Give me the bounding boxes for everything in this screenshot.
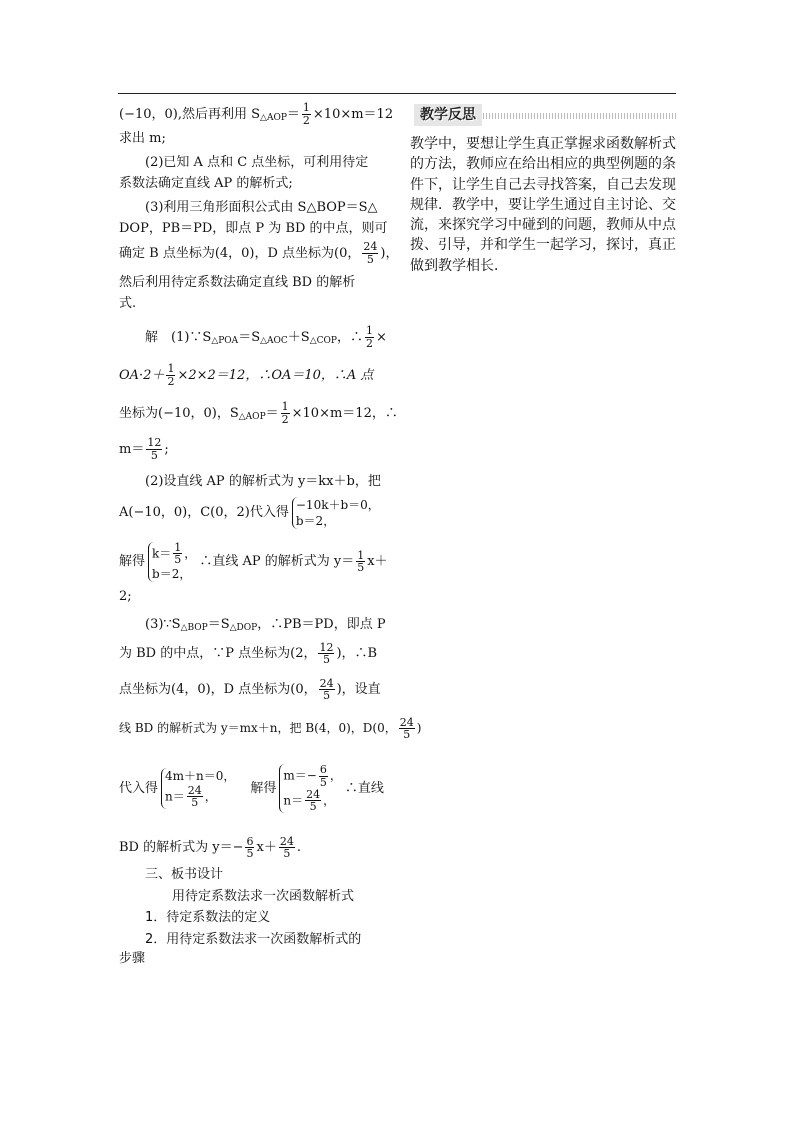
fraction: $\frac{6}{5}$ [246, 834, 254, 861]
fraction: $\frac{24}{5}$ [399, 715, 414, 742]
fraction: $\frac{1}{2}$ [167, 362, 175, 388]
text: ＝ [286, 107, 300, 122]
text: ，∴ [336, 329, 363, 345]
board-design-title: 用待定系数法求一次函数解析式 [171, 888, 354, 904]
reflection-banner [410, 104, 678, 124]
line-1 [119, 100, 394, 130]
text: × [375, 329, 387, 345]
text: 线 BD 的解析式为 y＝mx＋n，把 B(4，0)，D(0， [119, 721, 397, 736]
subscript: △AOP [260, 113, 287, 123]
text: ×10×m＝12 [312, 107, 394, 122]
text: )，设直 [336, 682, 381, 698]
equation: m＝− $\frac{6}{5}$ ， [283, 763, 342, 790]
part3-line-4 [119, 712, 422, 744]
part2-line-3 [119, 540, 387, 584]
text: )，∴B [336, 646, 378, 662]
part3-line-3 [119, 674, 387, 706]
equation: −10k＋b＝0， [295, 497, 380, 512]
subscript: △AOC [260, 335, 288, 346]
subscript: △POA [211, 335, 239, 346]
text: 解得 [250, 781, 277, 797]
text: 确定 B 点坐标为(4，0)，D 点坐标为(0， [119, 245, 361, 261]
subscript: △BOP [180, 622, 208, 633]
text: x＋ [256, 840, 277, 856]
part3-line-6 [119, 832, 387, 864]
left-column [119, 100, 422, 968]
solution-line-2 [119, 361, 387, 391]
text: ＝S [238, 329, 261, 345]
board-design-heading: 三、板书设计 [145, 867, 224, 883]
text: 解 (1)∵S [145, 329, 212, 345]
equation: n＝ $\frac{24}{5}$ ， [165, 783, 217, 810]
line-4: 系数法确定直线 AP 的解析式; [119, 176, 293, 192]
text: ＋S [287, 329, 310, 345]
equation: b＝2， [152, 566, 192, 581]
text: 坐标为(−10，0)， [119, 405, 230, 421]
fraction: $\frac{24}{5}$ [279, 834, 294, 861]
fraction: $\frac{24}{5}$ [363, 240, 378, 266]
subscript: △AOP [238, 411, 266, 422]
text: S [229, 405, 239, 421]
solution-line-4 [119, 435, 387, 465]
part2-line-2 [119, 496, 387, 530]
text: 代入得 [119, 781, 159, 797]
equation: n＝ $\frac{24}{5}$ ， [283, 787, 336, 814]
text: ) [416, 721, 422, 736]
equation-system [161, 768, 235, 808]
text: ，∴PB＝PD，即点 P [257, 616, 386, 632]
part2-line-4: 2; [119, 589, 132, 605]
part3-line-5 [119, 754, 387, 824]
line-5: (3)利用三角形面积公式由 S△BOP＝S△ [145, 199, 378, 215]
part3-line-2 [119, 638, 387, 670]
text: (−10，0),然后再利用 S [119, 107, 261, 122]
line-2: 求出 m; [119, 131, 166, 146]
part2-line-1: (2)设直线 AP 的解析式为 y＝kx＋b，把 [145, 473, 381, 489]
solution-line-3 [119, 399, 398, 429]
line-9: 式. [119, 296, 137, 312]
text: BD 的解析式为 y＝− [119, 840, 244, 856]
reflection-title: 教学反思 [414, 104, 482, 126]
equation-system [148, 542, 196, 582]
fraction: $\frac{1}{2}$ [281, 400, 289, 426]
text: 解得 [119, 554, 146, 570]
right-column [410, 104, 678, 276]
line-6: DOP，PB＝PD，即点 P 为 BD 的中点，则可 [119, 221, 388, 237]
text: ＝ [265, 405, 279, 421]
solution-line-1 [119, 323, 387, 353]
text: ; [164, 441, 169, 457]
board-design-item-2-cont: 步骤 [119, 951, 146, 967]
header-rule [118, 93, 676, 94]
fraction: $\frac{1}{5}$ [357, 548, 365, 575]
text: ∴直线 [344, 781, 384, 797]
line-8: 然后利用待定系数法确定直线 BD 的解析 [119, 274, 356, 290]
text: ＝S [207, 616, 230, 632]
equation: k＝ $\frac{1}{5}$ ， [152, 540, 197, 567]
text: ∴直线 AP 的解析式为 y＝ [199, 554, 355, 570]
text: )， [380, 245, 399, 261]
fraction: $\frac{1}{2}$ [365, 324, 373, 350]
fraction: $\frac{24}{5}$ [319, 676, 334, 703]
board-design-item-1: 1．待定系数法的定义 [145, 910, 271, 926]
text: 点坐标为(4，0)，D 点坐标为(0， [119, 682, 317, 698]
equation: b＝2， [295, 513, 336, 528]
line-7 [119, 238, 399, 270]
board-design-item-2: 2．用待定系数法求一次函数解析式的 [145, 931, 362, 947]
fraction: $\frac{12}{5}$ [319, 640, 334, 667]
text: x＋ [367, 554, 388, 570]
equation: 4m＋n＝0， [165, 769, 236, 784]
text: OA·2＋ [119, 367, 165, 383]
text: . [296, 840, 301, 856]
subscript: △DOP [229, 622, 258, 633]
fraction: $\frac{12}{5}$ [147, 436, 162, 462]
equation-system [279, 764, 341, 812]
text: m＝ [119, 441, 145, 457]
banner-stripe [480, 113, 678, 119]
subscript: △COP [309, 335, 337, 346]
part3-line-1 [119, 616, 387, 634]
line-3: (2)已知 A 点和 C 点坐标，可利用待定 [145, 154, 369, 170]
text: A(−10，0)，C(0，2)代入得 [119, 505, 289, 521]
fraction: $\frac{1}{2}$ [302, 101, 310, 127]
text: 为 BD 的中点，∵P 点坐标为(2， [119, 646, 317, 662]
equation-system [292, 497, 380, 529]
text: (3)∵S [145, 616, 181, 632]
text: ×10×m＝12，∴ [291, 405, 398, 421]
text: ×2×2＝12，∴OA＝10，∴A 点 [177, 367, 374, 383]
reflection-text: 教学中，要想让学生真正掌握求函数解析式的方法，教师应在给出相应的典型例题的条件下，让学生自己去寻找答案，自己去发现规律．教学中，要让学生通过自主讨论、交流，来探究学习中碰到的问题，教师从中点拨、引导，并和学生一起学习，探讨，真正做到教学相长． [410, 136, 676, 274]
